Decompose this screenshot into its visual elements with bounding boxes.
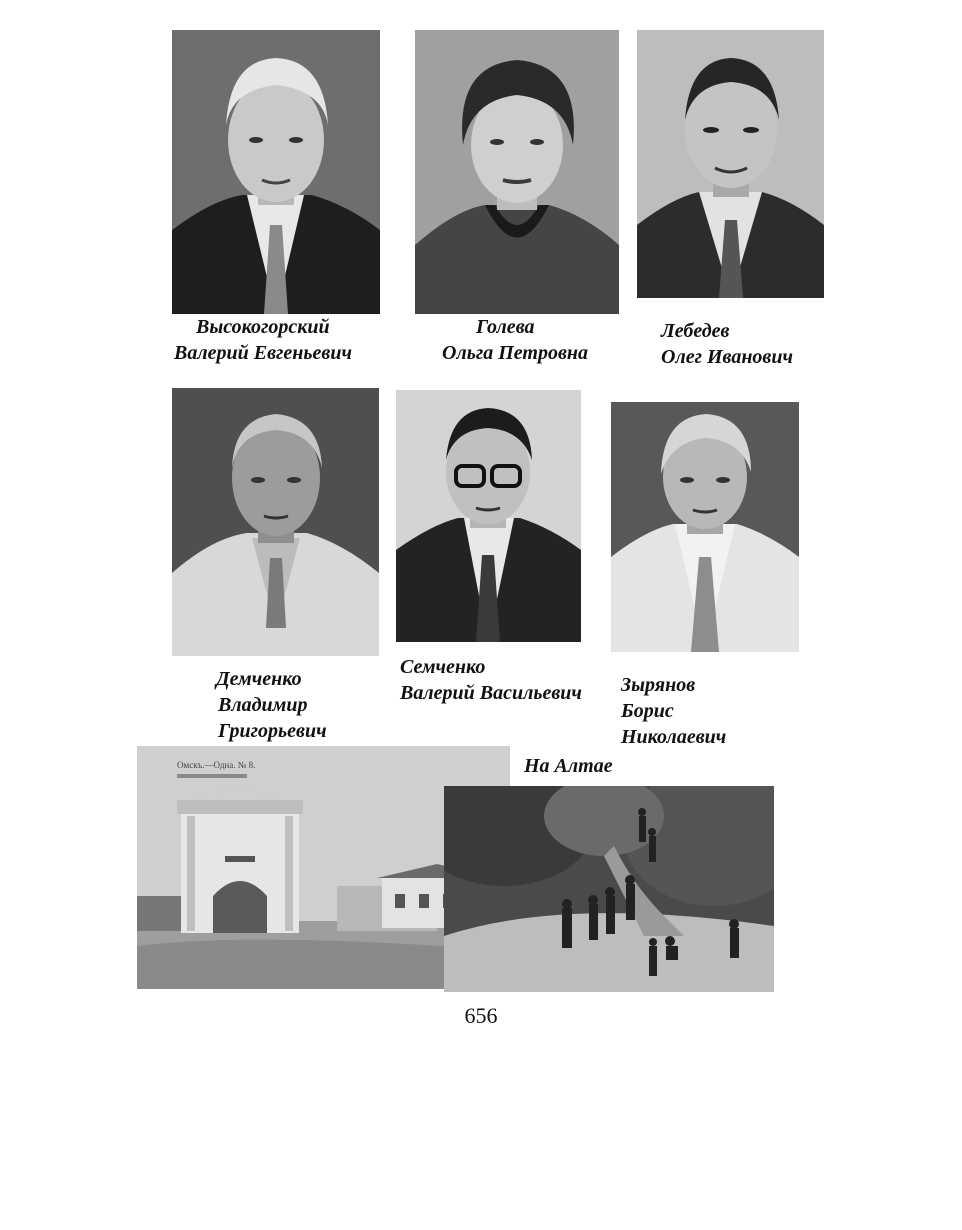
portrait-photo-goleva [415,30,619,314]
caption-name: Владимир [218,694,308,716]
group-photo-altai [444,786,774,992]
caption-vysokogorsky [174,314,352,366]
caption-name: Валерий Васильевич [400,682,582,704]
caption-altai [524,753,613,779]
caption-lebedev [661,318,793,370]
portrait-illustration [611,402,799,652]
caption-zyryanov [621,672,726,750]
portrait-illustration [415,30,619,314]
portrait-photo-semchenko [396,390,581,642]
caption-surname: Высокогорский [196,316,330,338]
portrait-photo-lebedev [637,30,824,298]
caption-surname: Голева [476,316,535,338]
caption-name: Валерий Евгеньевич [174,342,352,364]
caption-demchenko [216,666,327,744]
caption-surname: Семченко [400,656,486,678]
caption-name: Борис [621,700,674,722]
caption-name: Олег Иванович [661,346,793,368]
portrait-photo-demchenko [172,388,379,656]
caption-surname: Зырянов [621,674,696,696]
group-photo-illustration [444,786,774,992]
portrait-illustration [172,30,380,314]
caption-goleva [442,314,588,366]
portrait-illustration [396,390,581,642]
caption-surname: Демченко [216,668,302,690]
caption-semchenko [400,654,582,706]
portrait-illustration [637,30,824,298]
caption-name: Ольга Петровна [442,342,588,364]
postcard-heading: Омскъ.—Одна. № 8. [177,760,256,770]
group-photo-caption: На Алтае [524,755,613,777]
portrait-illustration [172,388,379,656]
page-number: 656 [464,1003,498,1028]
caption-surname: Лебедев [661,320,730,342]
caption-patronymic: Григорьевич [218,720,327,742]
portrait-photo-zyryanov [611,402,799,652]
portrait-photo-vysokogorsky [172,30,380,314]
caption-patronymic: Николаевич [621,726,727,748]
